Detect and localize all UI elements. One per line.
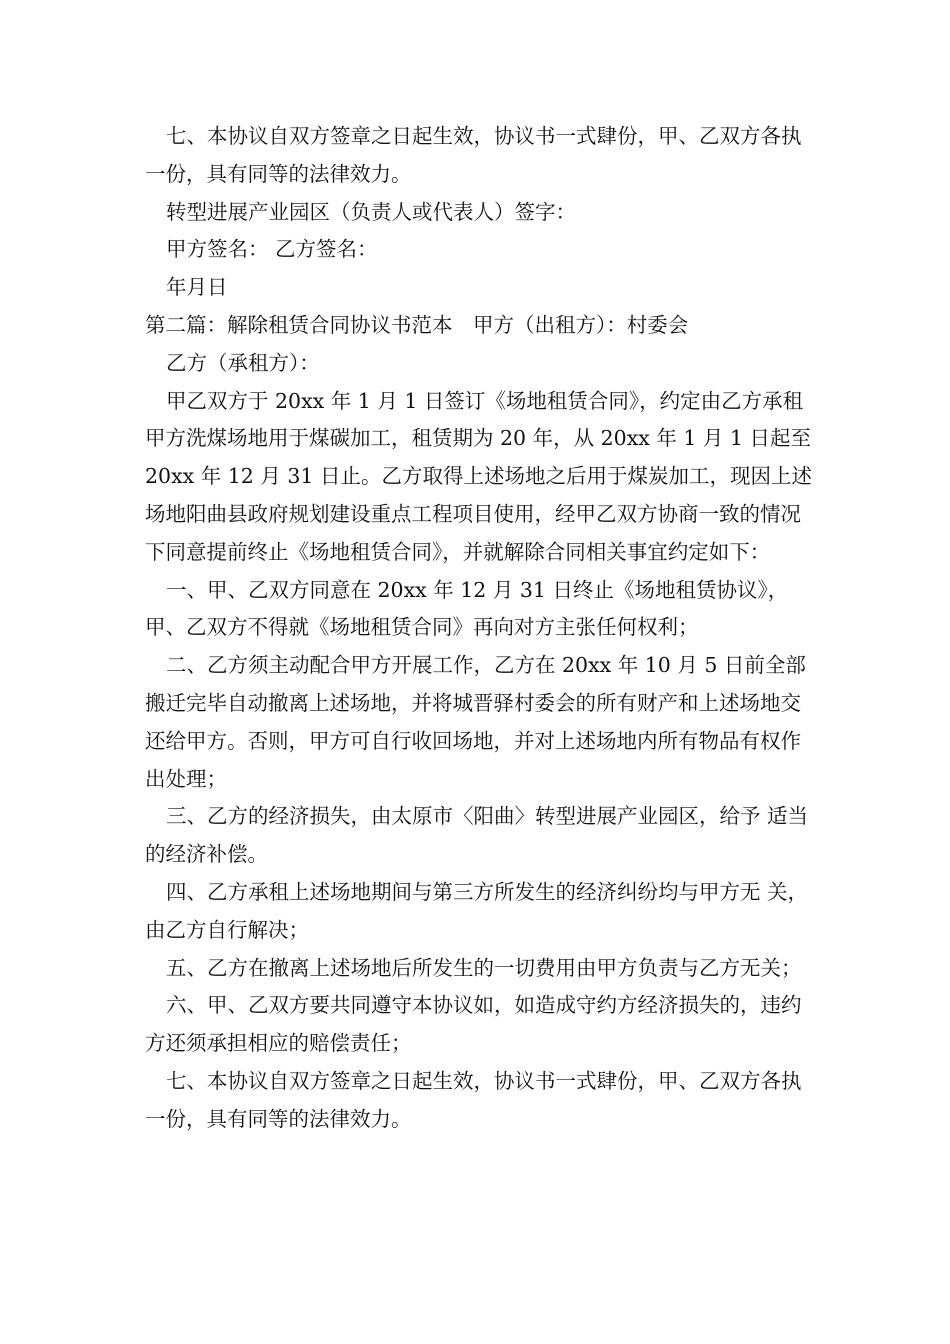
- paragraph-clause-1: 一、甲、乙双方同意在 20xx 年 12 月 31 日终止《场地租赁协议》，甲、乙双方不得就《场地租赁合同》再向对方主张任何权利；: [145, 577, 789, 640]
- paragraph-clause-6: 六、甲、乙双方要共同遵守本协议如，如造成守约方经济损失的，违约方还须承担相应的赔偿责任；: [145, 993, 802, 1056]
- paragraph-party-signatures: 甲方签名： 乙方签名：: [166, 237, 378, 262]
- paragraph-clause-3: 三、乙方的经济损失，由太原市〈阳曲〉转型进展产业园区，给予 适当的经济补偿。: [145, 804, 809, 867]
- paragraph-clause-4: 四、乙方承租上述场地期间与第三方所发生的经济纠纷均与甲方无 关，由乙方自行解决；: [145, 879, 809, 942]
- paragraph-park-signature: 转型进展产业园区（负责人或代表人）签字：: [166, 199, 576, 224]
- paragraph-clause-2: 二、乙方须主动配合甲方开展工作，乙方在 20xx 年 10 月 5 日前全部搬迁完毕自动撤离上述场地，并将城晋驿村委会的所有财产和上述场地交还给甲方。否则，甲方可自行收回场地，并对上述场地内所有物品有权作出处理；: [145, 653, 806, 791]
- paragraph-date: 年月日: [166, 275, 228, 300]
- paragraph-clause-5: 五、乙方在撤离上述场地后所发生的一切费用由甲方负责与乙方无关；: [166, 955, 802, 980]
- paragraph-party-b: 乙方（承租方）：: [166, 350, 320, 375]
- document-body: [145, 118, 815, 1139]
- section-heading-part-two: 第二篇：解除租赁合同协议书范本 甲方（出租方）：村委会: [145, 312, 689, 337]
- paragraph-clause-7-top: 七、本协议自双方签章之日起生效，协议书一式肆份，甲、乙双方各执一份，具有同等的法律效力。: [145, 124, 802, 186]
- paragraph-background: 甲乙双方于 20xx 年 1 月 1 日签订《场地租赁合同》，约定由乙方承租甲方洗煤场地用于煤碳加工，租赁期为 20 年，从 20xx 年 1 月 1 日起至 20xx 年 12 月 31 日止。乙方取得上述场地之后用于煤炭加工，现因上述场地阳曲县政府规划建设重点工程项目使用，经甲乙双方协商一致的情况下同意提前终止《场地租赁合同》，并就解除合同相关事宜约定如下：: [145, 388, 812, 564]
- paragraph-clause-7-bottom: 七、本协议自双方签章之日起生效，协议书一式肆份，甲、乙双方各执一份，具有同等的法律效力。: [145, 1068, 802, 1131]
